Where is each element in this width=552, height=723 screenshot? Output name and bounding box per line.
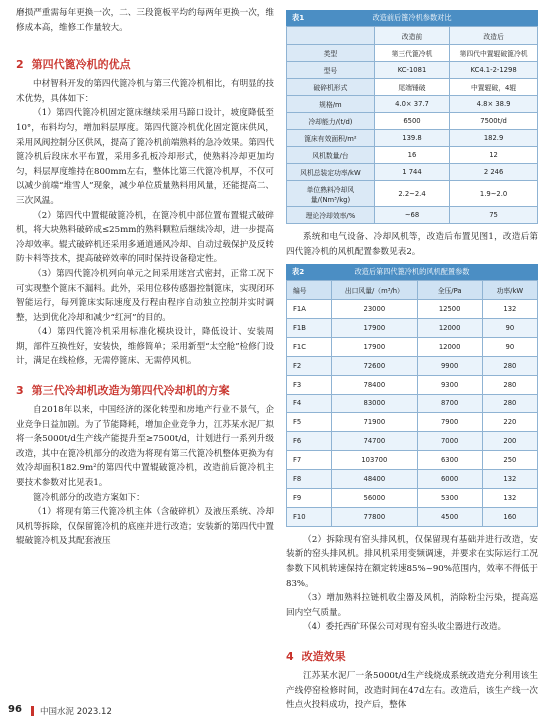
table-cell: 8700 <box>417 394 482 413</box>
table-cell: 132 <box>482 488 537 507</box>
table-cell: F8 <box>287 470 332 489</box>
table-row: 风机数量/台 16 12 <box>287 147 538 164</box>
table-title: 改造前后篦冷机参数对比 <box>372 13 452 22</box>
table-cell: 17900 <box>332 337 417 356</box>
table-2-body <box>287 300 538 527</box>
table-row <box>287 470 538 489</box>
section-3-paragraph-3: （1）将现有第三代篦冷机主体（含破碎机）及液压系统、冷却风机等拆除，仅保留篦冷机的底座并进行改造；安装新的第四代中置辊破篦冷机及其配套液压 <box>16 507 274 547</box>
table-cell: 74700 <box>332 432 417 451</box>
table-cell: 4500 <box>417 507 482 526</box>
section-2-point-2: （2）第四代中置辊破篦冷机，在篦冷机中部位置布置辊式破碎机，将大块熟料破碎成≤25mm的熟料颗粒后继续冷却，进一步提高冷却效率。辊式破碎机还采用多通道通风冷却、自动过载保护及反转防卡料等技术，提高破碎效率的同时保持设备稳定性。 <box>16 210 274 265</box>
col-header: 全压/Pa <box>417 281 482 300</box>
table-row: 规格/m 4.0× 37.7 4.8× 38.9 <box>287 96 538 113</box>
right-column <box>286 2 538 713</box>
table-cell: F6 <box>287 432 332 451</box>
section-title: 改造效果 <box>301 649 346 663</box>
table-cell: 5300 <box>417 488 482 507</box>
table-cell: 71900 <box>332 413 417 432</box>
col-header-before: 改造前 <box>374 27 449 45</box>
table-row <box>287 337 538 356</box>
table-row <box>287 375 538 394</box>
table-cell: 48400 <box>332 470 417 489</box>
table-2-grid <box>286 280 538 527</box>
table-row <box>287 27 538 45</box>
table-cell: 12000 <box>417 318 482 337</box>
table-row <box>287 413 538 432</box>
table-cell: F3 <box>287 375 332 394</box>
table-header-row <box>287 281 538 300</box>
table-row <box>287 356 538 375</box>
paragraph-continued: 磨损严重需每年更换一次，二、三段篦板平均约每两年更换一次，维修成本高，维修工作量较大。 <box>16 8 274 33</box>
table-row <box>287 451 538 470</box>
page-footer <box>0 700 552 723</box>
table-cell: 23000 <box>332 300 417 319</box>
table-cell: 17900 <box>332 318 417 337</box>
table-row <box>287 300 538 319</box>
table-row: 冷却能力/(t/d) 6500 7500t/d <box>287 113 538 130</box>
table-title: 改造后第四代篦冷机的风机配置参数 <box>354 267 470 277</box>
footer-divider-bar <box>31 706 34 716</box>
left-column <box>16 6 274 549</box>
table-cell: F1A <box>287 300 332 319</box>
table-1 <box>286 10 538 224</box>
table-cell: 9900 <box>417 356 482 375</box>
table-cell: 7900 <box>417 413 482 432</box>
table-cell: 72600 <box>332 356 417 375</box>
table-cell: F10 <box>287 507 332 526</box>
col-header: 编号 <box>287 281 332 300</box>
table-cell: F1C <box>287 337 332 356</box>
table-cell: 56000 <box>332 488 417 507</box>
section-2-point-1: （1）第四代篦冷机固定篦床继续采用马蹄口设计，坡度降低至10°，布料均匀，增加料层厚度。第四代篦冷机优化固定篦床供风，采用风阀控制分区供风，提高了篦冷机前端熟料的急冷效果。第四代篦冷机后段床水平布置，采用多孔板冷却形式，使熟料冷却更加均匀，料层厚度维持在800mm左右，整体比第三代篦冷机厚，不仅可以减少前端“堆雪人”现象，减少单位质量熟料用风量，还能提高二、三次风温。 <box>16 108 275 206</box>
table-cell: 83000 <box>332 394 417 413</box>
table-cell: 132 <box>482 300 537 319</box>
table-cell: 9300 <box>417 375 482 394</box>
table-cell: 78400 <box>332 375 417 394</box>
section-3-heading <box>16 383 274 398</box>
table-cell: F2 <box>287 356 332 375</box>
table-row: 理论冷却效率/% ~68 75 <box>287 207 538 224</box>
table-cell: 132 <box>482 470 537 489</box>
table-row: 型号 KC-1081 KC4.1-2-1298 <box>287 62 538 79</box>
table-cell: F4 <box>287 394 332 413</box>
section-2-heading <box>16 57 274 72</box>
col-header: 功率/kW <box>482 281 537 300</box>
table-cell: 12500 <box>417 300 482 319</box>
section-2-intro: 中材智科开发的第四代篦冷机与第三代篦冷机相比，有明显的技术优势，具体如下： <box>16 79 274 104</box>
table-row: 篦床有效面积/m² 139.8 182.9 <box>287 130 538 147</box>
section-number: 3 <box>16 384 24 398</box>
col-header-after: 改造后 <box>450 27 538 45</box>
paragraph-after-table-1: 系统和电气设备、冷却风机等，改造后布置见图1，改造后第四代篦冷机的风机配置参数见表2。 <box>286 232 538 257</box>
section-4-heading <box>286 649 538 664</box>
table-cell: 90 <box>482 337 537 356</box>
table-1-title-bar <box>286 10 538 26</box>
table-row: 单位熟料冷却风量/(Nm³/kg) 2.2~2.4 1.9~2.0 <box>287 181 538 207</box>
right-paragraph-2: （3）增加熟料拉链机收尘器及风机，消除粉尘污染，提高巡回内空气质量。 <box>286 593 538 618</box>
table-cell: 7000 <box>417 432 482 451</box>
table-cell: 77800 <box>332 507 417 526</box>
col-header: 出口风量/（m³/h） <box>332 281 417 300</box>
table-cell: F1B <box>287 318 332 337</box>
table-row <box>287 394 538 413</box>
table-cell: 90 <box>482 318 537 337</box>
table-cell: 6000 <box>417 470 482 489</box>
table-cell: 200 <box>482 432 537 451</box>
journal-name: 中国水泥 2023.12 <box>40 707 112 717</box>
section-title: 第四代篦冷机的优点 <box>31 58 131 72</box>
table-cell: 103700 <box>332 451 417 470</box>
section-2-point-3: （3）第四代篦冷机列向单元之间采用迷宫式密封，正常工况下可实现整个篦床不漏料。此外，采用位移传感器控制篦床，实现闭环智能运行，每列篦床实际速度及行程由程序自动独立控制并实时调整，达到优化冷却和减少“红河”的目的。 <box>16 268 274 323</box>
table-cell: 12000 <box>417 337 482 356</box>
table-row <box>287 432 538 451</box>
section-3-paragraph-2: 篦冷机部分的改造方案如下： <box>33 492 145 503</box>
table-cell: 280 <box>482 375 537 394</box>
section-3-paragraph-1: 自2018年以来，中国经济的深化转型和房地产行业不景气，企业竞争日益加剧。为了节能降耗，增加企业竞争力，江苏某水泥厂拟将一条5000t/d生产线产能提升至≥7500t/d，计划进行一系列升级改造，其中在篦冷机部分的改造为将现有第三代篦冷机整体更换为有效冷却面积182.9m²的第四代中置辊破篦冷机，改造前后篦冷机主要技术参数对比见表1。 <box>16 405 274 489</box>
table-number: 表1 <box>292 13 305 22</box>
right-paragraph-3: （4）委托西矿环保公司对现有窑头收尘器进行改造。 <box>303 622 507 633</box>
table-cell: 220 <box>482 413 537 432</box>
table-cell: 6300 <box>417 451 482 470</box>
table-row <box>287 488 538 507</box>
table-cell: F9 <box>287 488 332 507</box>
table-cell: F5 <box>287 413 332 432</box>
table-1-grid <box>286 26 538 224</box>
table-cell: F7 <box>287 451 332 470</box>
table-2 <box>286 264 538 527</box>
table-row: 类型 第三代篦冷机 第四代中置辊破篦冷机 <box>287 45 538 62</box>
section-title: 第三代冷却机改造为第四代冷却机的方案 <box>31 384 230 398</box>
table-cell: 250 <box>482 451 537 470</box>
section-2-point-4: （4）第四代篦冷机采用标准化模块设计，降低设计、安装周期，部件互换性好，安装快，维修简单；采用新型“太空舱”检修门设计，满足在线检修，无需停篦床、无需停风机。 <box>16 327 275 367</box>
section-number: 4 <box>286 649 294 663</box>
section-4-paragraph-1: 江苏某水泥厂一条5000t/d生产线烧成系统改造充分利用该生产线停窑检修时间，改造时间在47d左右。改造后，该生产线一次性点火投料成功，投产后，整体 <box>286 670 538 711</box>
table-cell: 280 <box>482 394 537 413</box>
table-number: 表2 <box>292 267 305 277</box>
right-paragraph-1: （2）拆除现有窑头排风机，仅保留现有基础并进行改造，安装新的窑头排风机。排风机采用变频调速，并要求在实际运行工况参数下风机转速保持在额定转速85%~90%范围内，效率不得低于83%。 <box>286 534 538 589</box>
table-row <box>287 318 538 337</box>
table-row: 破碎机形式 尾端锤破 中置辊破，4辊 <box>287 79 538 96</box>
table-row: 风机总装定功率/kW 1 744 2 246 <box>287 164 538 181</box>
table-2-title-bar <box>286 264 538 280</box>
section-number: 2 <box>16 58 24 72</box>
table-row <box>287 507 538 526</box>
table-cell: 280 <box>482 356 537 375</box>
page-number: 96 <box>8 704 22 715</box>
table-cell: 160 <box>482 507 537 526</box>
